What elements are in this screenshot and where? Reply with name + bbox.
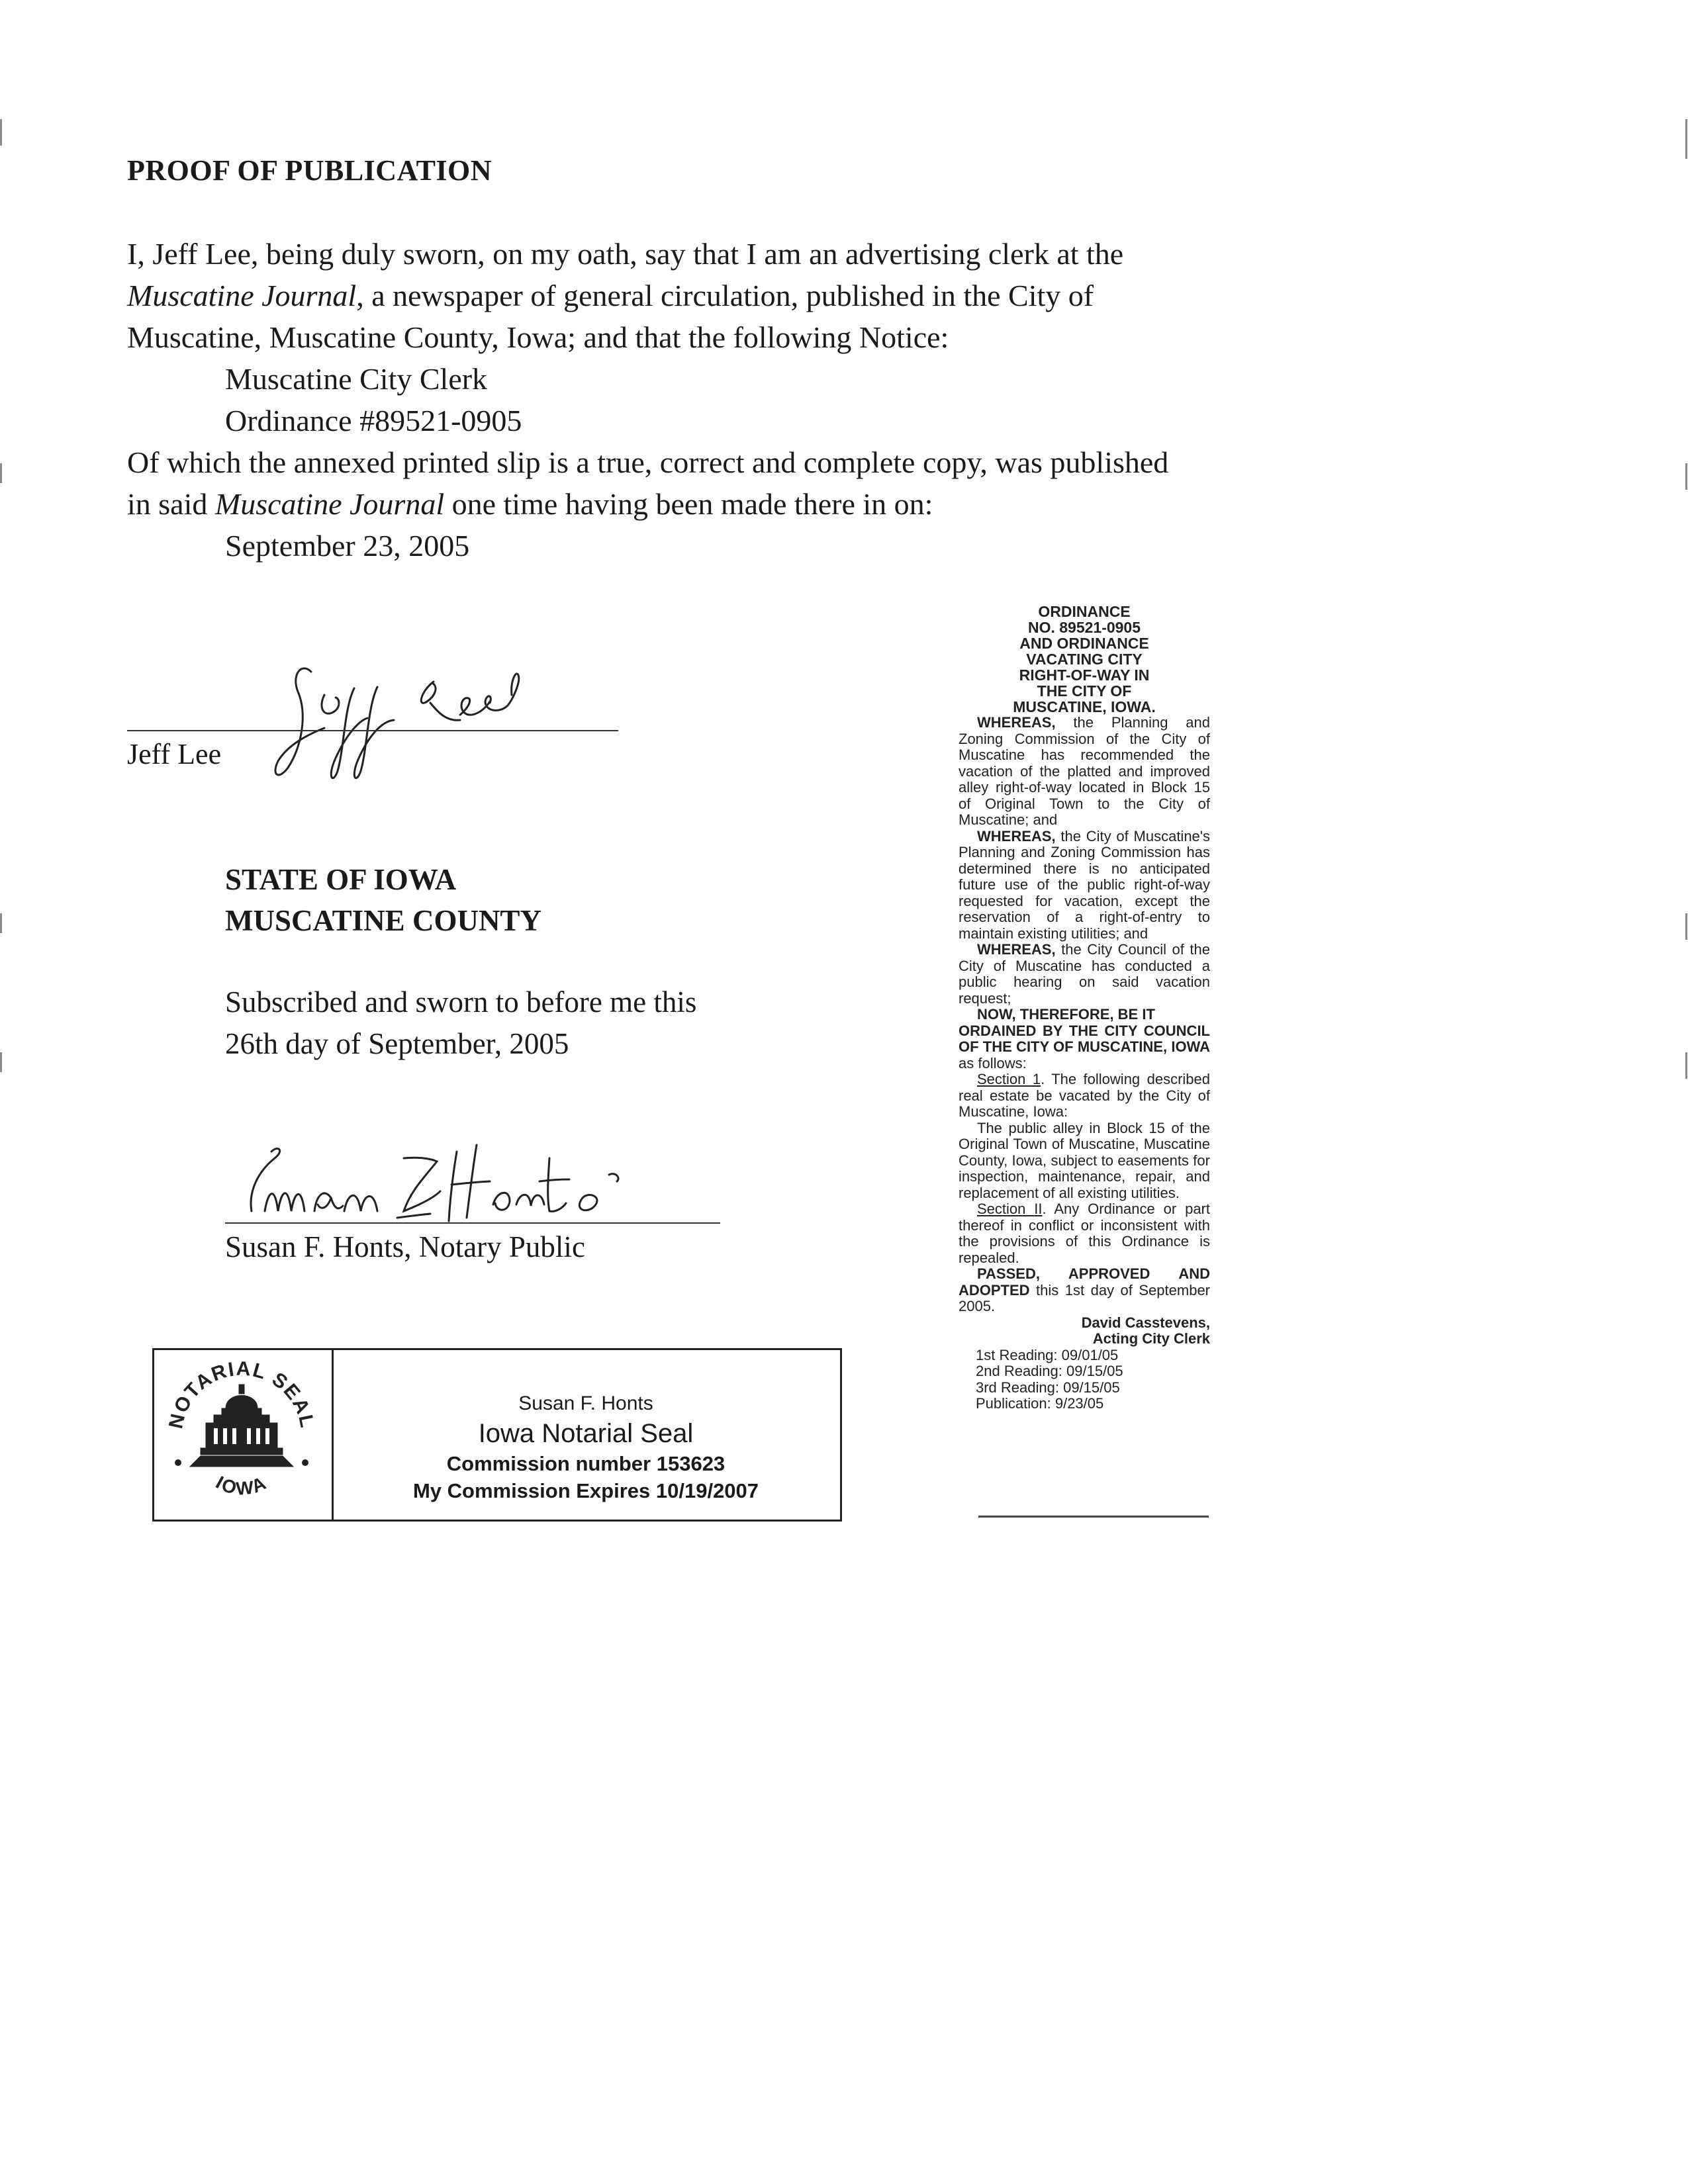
scan-mark (1685, 913, 1687, 940)
affidavit-line-2-rest: , a newspaper of general circulation, published in the City of (356, 279, 1094, 312)
clip-whereas-3 (959, 942, 1210, 1007)
venue-state: STATE OF IOWA (225, 863, 457, 896)
scan-mark (1685, 463, 1687, 490)
affidavit-body (127, 233, 1292, 567)
clerk-signature (261, 655, 573, 794)
clip-whereas-3-lead: WHEREAS, (977, 941, 1056, 958)
scan-mark (1685, 1052, 1687, 1079)
clip-heading-2: NO. 89521-0905 (1027, 619, 1141, 636)
notarial-seal-text (332, 1350, 840, 1520)
affidavit-line-5-post: one time having been made there in on: (444, 487, 933, 521)
capitol-dome-icon (154, 1350, 330, 1520)
clip-section-1-label: Section 1 (977, 1071, 1041, 1087)
venue-block (225, 859, 541, 941)
publication-date: September 23, 2005 (225, 529, 470, 563)
clip-whereas-1 (959, 715, 1210, 829)
clip-passed-lead: PASSED, APPROVED AND ADOPTED (959, 1265, 1210, 1298)
stamp-top-text: NOTARIAL SEAL (165, 1357, 318, 1431)
clip-now-therefore (959, 1007, 1210, 1023)
clip-heading-5: RIGHT-OF-WAY IN (1019, 666, 1150, 684)
clip-section-1-text: . The following described real estate be vacated by the City of Muscatine, Iowa: (959, 1071, 1210, 1120)
newspaper-name-2: Muscatine Journal (214, 487, 445, 521)
clip-reading-1: 1st Reading: 09/01/05 (976, 1346, 1119, 1363)
document-title: PROOF OF PUBLICATION (127, 154, 492, 187)
clip-signer: David Casstevens, (1081, 1314, 1210, 1331)
clip-section-2 (959, 1201, 1210, 1266)
clip-section-2-label: Section II (977, 1201, 1043, 1217)
notice-name: Muscatine City Clerk (225, 362, 488, 396)
notarial-seal-box (152, 1348, 842, 1522)
newspaper-name: Muscatine Journal (127, 279, 357, 312)
clip-heading-1: ORDINANCE (1038, 603, 1131, 620)
svg-text:IOWA (212, 1472, 271, 1499)
notarial-seal-stamp (154, 1350, 334, 1520)
notary-name: Susan F. Honts, Notary Public (225, 1230, 585, 1263)
affidavit-line-2 (127, 275, 1292, 316)
scan-mark (0, 913, 2, 933)
affidavit-line-3: Muscatine, Muscatine County, Iowa; and that the following Notice: (127, 320, 949, 354)
clip-heading-7: MUSCATINE, IOWA. (1013, 698, 1156, 715)
seal-commission-number: Commission number 153623 (446, 1452, 726, 1475)
clip-reading-2: 2nd Reading: 09/15/05 (976, 1363, 1123, 1379)
seal-title: Iowa Notarial Seal (478, 1419, 694, 1448)
scan-mark (0, 119, 2, 146)
stamp-bottom-text: IOWA (212, 1471, 271, 1499)
jurat-line-1: Subscribed and sworn to before me this (225, 985, 697, 1019)
clip-ordained (959, 1023, 1210, 1072)
clerk-signature-line (127, 730, 618, 731)
clip-whereas-1-text: the Planning and Zoning Commission of the City of Muscatine has recommended the vacation of the platted and improved alley right-of-way located in Block 15 of Original Town to the City of Muscatine; and (959, 714, 1210, 828)
clip-passed-text: this 1st day of September 2005. (959, 1281, 1210, 1314)
clip-now-text: NOW, THEREFORE, BE IT (977, 1006, 1155, 1023)
affidavit-line-5 (127, 483, 1292, 525)
scan-mark (0, 1052, 2, 1072)
clip-section-1-body: The public alley in Block 15 of the Original Town of Muscatine, Muscatine County, Iowa, subject to easements for inspection, maintenance, repair, and replacement of all existing utilities. (959, 1119, 1210, 1201)
seal-notary-name: Susan F. Honts (518, 1392, 653, 1414)
clip-whereas-3-text: the City Council of the City of Muscatine has conducted a public hearing on said vacation request; (959, 941, 1210, 1007)
clip-heading-4: VACATING CITY (1026, 651, 1143, 668)
clip-publication: Publication: 9/23/05 (976, 1395, 1104, 1412)
clip-passed (959, 1266, 1210, 1315)
clip-section-1 (959, 1071, 1210, 1120)
jurat-line-2: 26th day of September, 2005 (225, 1027, 569, 1060)
clerk-name: Jeff Lee (127, 738, 222, 770)
clip-signer-title: Acting City Clerk (1092, 1330, 1210, 1347)
clip-ordained-text: as follows: (959, 1054, 1027, 1071)
clip-whereas-2-lead: WHEREAS, (977, 827, 1056, 844)
clip-heading-6: THE CITY OF (1037, 682, 1132, 700)
notary-signature-line (225, 1222, 720, 1224)
affidavit-line-1: I, Jeff Lee, being duly sworn, on my oath, say that I am an advertising clerk at the (127, 237, 1124, 271)
clip-section-2-text: . Any Ordinance or part thereof in conflict or inconsistent with the provisions of this Ordinance is repealed. (959, 1201, 1210, 1266)
jurat-block (225, 981, 696, 1065)
clip-heading-3: AND ORDINANCE (1019, 635, 1149, 652)
clip-reading-3: 3rd Reading: 09/15/05 (976, 1379, 1120, 1396)
clip-whereas-2 (959, 829, 1210, 942)
venue-county: MUSCATINE COUNTY (225, 904, 541, 937)
affidavit-line-4: Of which the annexed printed slip is a true, correct and complete copy, was published (127, 445, 1169, 479)
newspaper-clipping (959, 604, 1210, 1412)
scan-mark (1685, 119, 1687, 159)
affidavit-line-5-pre: in said (127, 487, 215, 521)
clip-ordained-lead: ORDAINED BY THE CITY COUNCIL OF THE CITY OF MUSCATINE, IOWA (959, 1022, 1210, 1055)
notice-ordinance: Ordinance #89521-0905 (225, 404, 522, 437)
clip-whereas-2-text: the City of Muscatine's Planning and Zoning Commission has determined there is no anticipated future use of the public right-of-way requested for vacation, except the reservation of a right-of-entry to maintain existing utilities; and (959, 827, 1210, 942)
notary-signature (238, 1118, 688, 1224)
scan-mark (0, 463, 2, 483)
clipping-bottom-rule (978, 1516, 1209, 1518)
clip-whereas-1-lead: WHEREAS, (977, 714, 1056, 731)
seal-commission-expiry: My Commission Expires 10/19/2007 (412, 1479, 759, 1502)
